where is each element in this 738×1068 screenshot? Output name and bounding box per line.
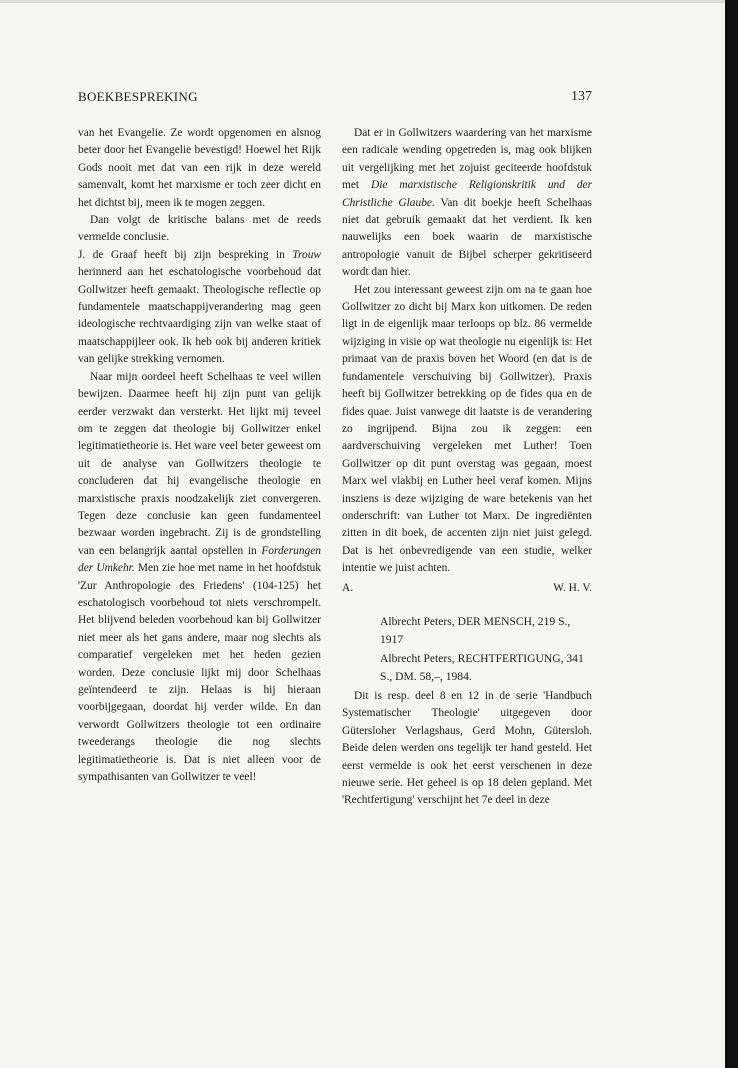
left-paragraph-4: [78, 369, 321, 787]
left-paragraph-1: van het Evangelie. Ze wordt opgenomen en alsnog beter door het Evangelie bevestigd! Hoewel het Rijk Gods nooit met dat van een rijk in deze wereld samenvalt, komt het marxisme er toch zeer dicht en het dichtst bij, meen ik te mogen zeggen.: [78, 127, 321, 209]
left-p4-text-a: Naar mijn oordeel heeft Schelhaas te veel willen bewijzen. Daarmee heeft hij zijn punt van gelijk eerder verzwakt dan versterkt. Het lijkt mij teveel om te zeggen dat theologie bij Gollwitzer enkel legitimatietheorie is. Het ware veel beter geweest om uit de analyse van Gollwitzers theologie te concluderen dat hij evangelische theologie en marxistische praxis noodzakelijk ziet convergeren. Tegen deze conclusie kan geen fundamenteel bezwaar worden ingebracht. Zij is de grondstelling van een belangrijk aantal opstellen in: [78, 370, 321, 557]
page-number: 137: [571, 89, 592, 104]
left-p3-italic: Trouw: [292, 248, 321, 261]
left-paragraph-3: [78, 247, 321, 369]
right-p1-italic: Die marxistische Religionskritik und der Christliche Glaube.: [342, 179, 592, 209]
scan-edge-shadow: [725, 0, 738, 1068]
left-p3-text-b: herinnerd aan het eschatologische voorbehoud dat Gollwitzer heeft gemaakt. Theologische reflectie op fundamentele maatschappijverandering mag geen ideologische rechtvaardiging zijn van welke staat of maatschappijleer ook. Ik heb ook bij anderen kritiek van gelijke strekking vernomen.: [78, 266, 321, 366]
right-paragraph-2: Het zou interessant geweest zijn om na te gaan hoe Gollwitzer zo dicht bij Marx kon uitkomen. De reden ligt in de eigenlijk maar terloops op blz. 86 vermelde wijziging in visie op wat theologie nu eigenlijk is: Het primaat van de praxis boven het Woord (en dat is de fundamentele verschuiving bij Gollwitzer). Praxis heeft bij Gollwitzer betrekking op de fides qua en de fides quae. Juist vanwege dit laatste is de verandering zo ingrijpend. Bijna zou ik zeggen: een aardverschuiving vergeleken met Luther! Toen Gollwitzer op dit punt overstag was gegaan, moest Marx wel vlakbij en Luther heel veraf komen. Mijns insziens is deze wijziging de ware betekenis van het onderschrift: van Luther tot Marx. De ingrediënten zitten in dit boek, de accenten zijn niet juist gelegd. Dat is het onbevredigende van een studie, welker intentie we juist achten.: [342, 283, 592, 575]
book-entry-2: Albrecht Peters, RECHTFERTIGUNG, 341 S., DM. 58,–, 1984.: [380, 651, 584, 683]
page-top-edge: [0, 0, 725, 3]
review-signature: [342, 580, 592, 597]
right-p1-text-a: Dat er in Gollwitzers waardering van het marxisme een radicale wending opgetreden is, mag ook blijken uit vergelijking met het zojuist geciteerde hoofdstuk met: [342, 127, 592, 192]
right-paragraph-1: [342, 125, 592, 282]
left-p4-text-b: Men zie hoe met name in het hoofdstuk 'Zur Anthropologie des Friedens' (104-125) het eschatologisch voorbehoud tot niets verschrompelt. Het blijvend beleden voorbehoud kan bij Gollwitzer niet meer als het gans andere, maar nog slechts als comparatief vergeleken met het heden gezien worden. Deze conclusie lijkt mij door Schelhaas geïntendeerd te zijn. Helaas is hij hieraan voorbijgegaan, doordat hij verder wilde. En dan verwordt Gollwitzers theologie tot een ordinaire tweederangs theologie die nog slechts legitimatietheorie is. Dat is niet alleen voor de sympathisanten van Gollwitzer te veel!: [78, 562, 322, 784]
section-title: BOEKBESPREKING: [78, 89, 198, 104]
signature-author: W. H. V.: [553, 581, 592, 594]
left-p3-text-a: J. de Graaf heeft bij zijn bespreking in: [78, 248, 293, 261]
running-header: [78, 89, 592, 109]
left-column: [78, 125, 321, 786]
signature-initial: A.: [342, 581, 354, 594]
left-p4-italic: Forderungen der Umkehr.: [78, 544, 321, 575]
right-p1-text-b: Van dit boekje heeft Schelhaas niet dat gebruik gemaakt dat het verdient. Ik ken nauwelijks een boek waarin de marxistische antropologie vanuit de Bijbel scherper gekritiseerd wordt dan hier.: [342, 196, 592, 279]
right-column: [342, 125, 592, 810]
book-entry-1: Albrecht Peters, DER MENSCH, 219 S., 1917: [380, 614, 571, 646]
right-paragraph-3: Dit is resp. deel 8 en 12 in de serie 'Handbuch Systematischer Theologie' uitgegeven door Gütersloher Verlagshaus, Gerd Mohn, Gütersloh. Beide delen werden ons tegelijk ter hand gesteld. Het eerst vermelde is ook het eerst verschenen in deze nieuwe serie. Het geheel is op 18 delen gepland. Met 'Rechtfertigung' verschijnt het 7e deel in deze: [342, 689, 592, 807]
left-paragraph-2: Dan volgt de kritische balans met de reeds vermelde conclusie.: [78, 214, 321, 244]
